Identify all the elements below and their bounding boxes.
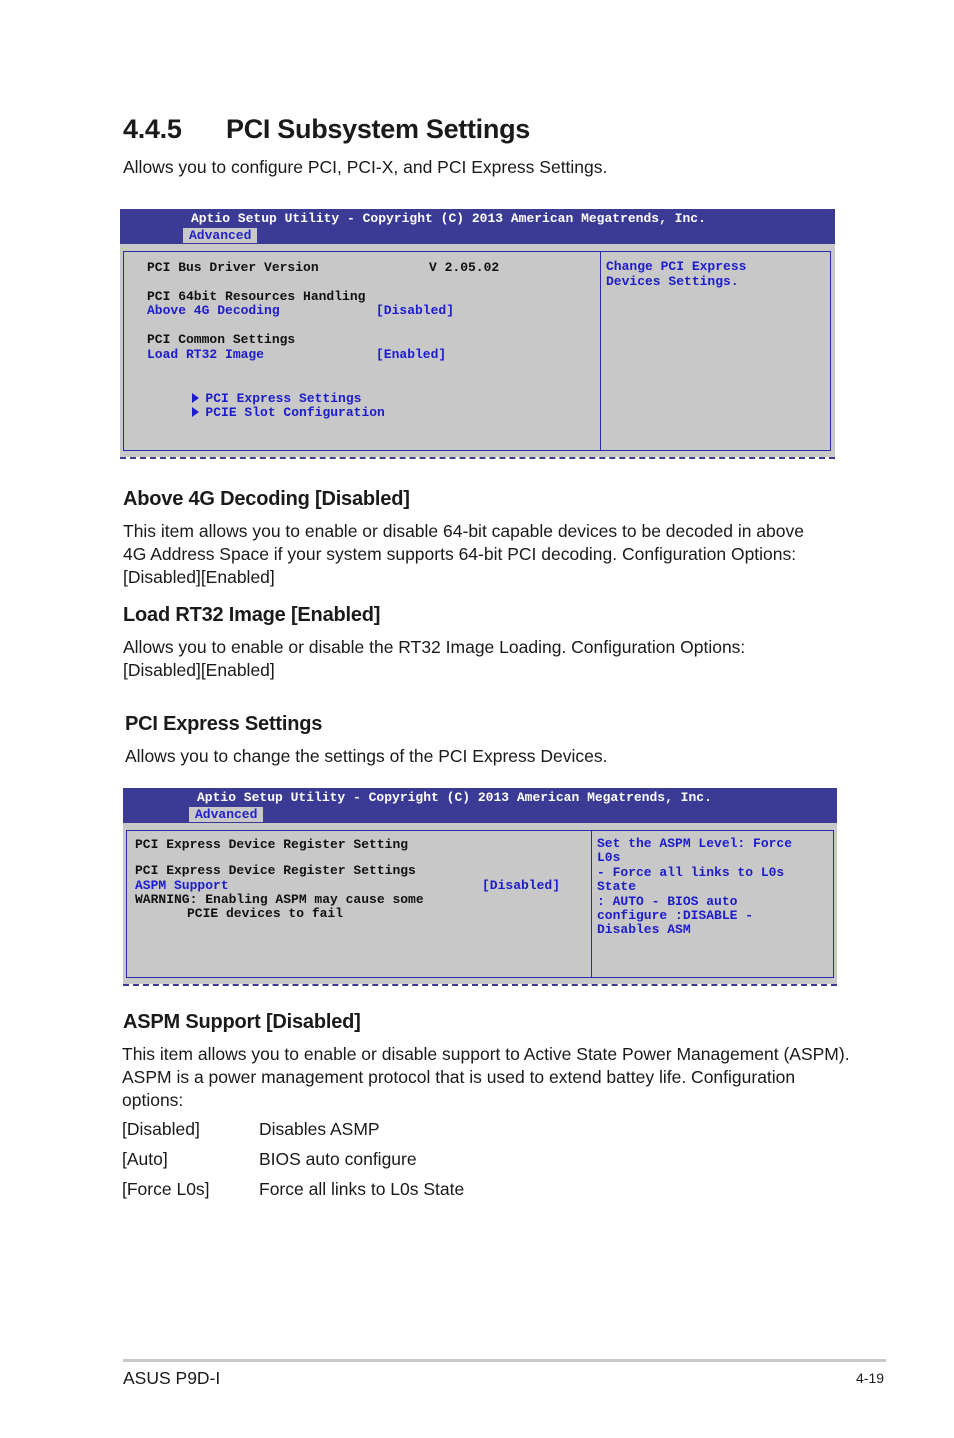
bios-bottom-dashes <box>120 457 835 459</box>
rt32-label[interactable]: Load RT32 Image <box>147 347 265 362</box>
aspm-label[interactable]: ASPM Support <box>135 878 229 893</box>
help-line: : AUTO - BIOS auto <box>597 894 738 909</box>
bus-driver-label: PCI Bus Driver Version <box>147 260 319 275</box>
tab-advanced[interactable]: Advanced <box>189 807 263 822</box>
bus-driver-value: V 2.05.02 <box>429 260 500 275</box>
footer-page-number: 4-19 <box>856 1370 885 1386</box>
help-line: - Force all links to L0s <box>597 865 785 880</box>
submenu-pcie-slot[interactable]: PCIE Slot Configuration <box>130 390 385 435</box>
heading-rt32: Load RT32 Image [Enabled] <box>123 604 381 626</box>
bios-header <box>120 209 835 244</box>
bios-main-pane <box>126 830 592 978</box>
section-intro: Allows you to configure PCI, PCI-X, and PCI Express Settings. <box>123 157 608 177</box>
bios-help-pane <box>600 251 831 451</box>
bios-main-pane <box>123 251 601 451</box>
help-line: L0s <box>597 850 621 865</box>
para-aspm: This item allows you to enable or disable support to Active State Power Management (ASPM). ASPM is a power management protocol that is used to extend battey life. Configuration options: <box>122 1044 850 1110</box>
bios-body <box>123 823 837 984</box>
option-key: [Disabled] <box>122 1119 200 1139</box>
heading-pci-express-settings: PCI Express Settings <box>125 713 323 735</box>
footer-rule <box>123 1359 886 1362</box>
option-key: [Force L0s] <box>122 1179 210 1199</box>
register-settings: PCI Express Device Register Settings <box>135 863 416 878</box>
help-line: configure :DISABLE - <box>597 908 754 923</box>
submenu-arrow-icon <box>192 407 199 417</box>
option-desc: Force all links to L0s State <box>259 1179 465 1199</box>
help-line: Disables ASM <box>597 922 691 937</box>
bios-screen-pci-express <box>123 788 837 988</box>
heading-aspm: ASPM Support [Disabled] <box>123 1011 361 1033</box>
rt32-value[interactable]: [Enabled] <box>376 347 447 362</box>
help-line: Change PCI Express <box>606 259 747 274</box>
common-heading: PCI Common Settings <box>147 332 296 347</box>
option-desc: Disables ASMP <box>259 1119 380 1139</box>
heading-above4g: Above 4G Decoding [Disabled] <box>123 488 410 510</box>
bios-bottom-dashes <box>123 984 837 986</box>
option-desc: BIOS auto configure <box>259 1149 417 1169</box>
section-number: 4.4.5 <box>123 114 182 144</box>
bios-body <box>120 244 835 457</box>
para-above4g: This item allows you to enable or disable 64-bit capable devices to be decoded in above 4G Address Space if your system supports 64-bit PCI decoding. Configuration Options: [Disabled][Enabled] <box>123 521 804 587</box>
footer-product: ASUS P9D-I <box>123 1368 221 1388</box>
bios-header <box>123 788 837 823</box>
help-line: Devices Settings. <box>606 274 739 289</box>
help-line: Set the ASPM Level: Force <box>597 836 793 851</box>
bios-help-pane <box>591 830 834 978</box>
submenu-pci-express[interactable]: PCI Express Settings <box>130 376 361 421</box>
section-title-text: PCI Subsystem Settings <box>226 114 530 144</box>
above4g-value[interactable]: [Disabled] <box>376 303 455 318</box>
aspm-value[interactable]: [Disabled] <box>482 878 561 893</box>
bios-header-title: Aptio Setup Utility - Copyright (C) 2013 American Megatrends, Inc. <box>191 211 706 226</box>
help-line: State <box>597 879 637 894</box>
bios-screen-pci-subsystem <box>120 209 835 459</box>
above4g-label[interactable]: Above 4G Decoding <box>147 303 280 318</box>
para-rt32: Allows you to enable or disable the RT32 Image Loading. Configuration Options: [Disabled][Enabled] <box>123 637 746 680</box>
bios-header-title: Aptio Setup Utility - Copyright (C) 2013 American Megatrends, Inc. <box>197 790 712 805</box>
option-key: [Auto] <box>122 1149 168 1169</box>
warning-line: PCIE devices to fail <box>187 906 344 921</box>
resources-heading: PCI 64bit Resources Handling <box>147 289 366 304</box>
para-pci-express-settings: Allows you to change the settings of the PCI Express Devices. <box>125 746 608 766</box>
warning-line: WARNING: Enabling ASPM may cause some <box>135 892 424 907</box>
section-title <box>123 114 530 145</box>
register-heading: PCI Express Device Register Setting <box>135 837 409 852</box>
tab-advanced[interactable]: Advanced <box>183 228 257 243</box>
